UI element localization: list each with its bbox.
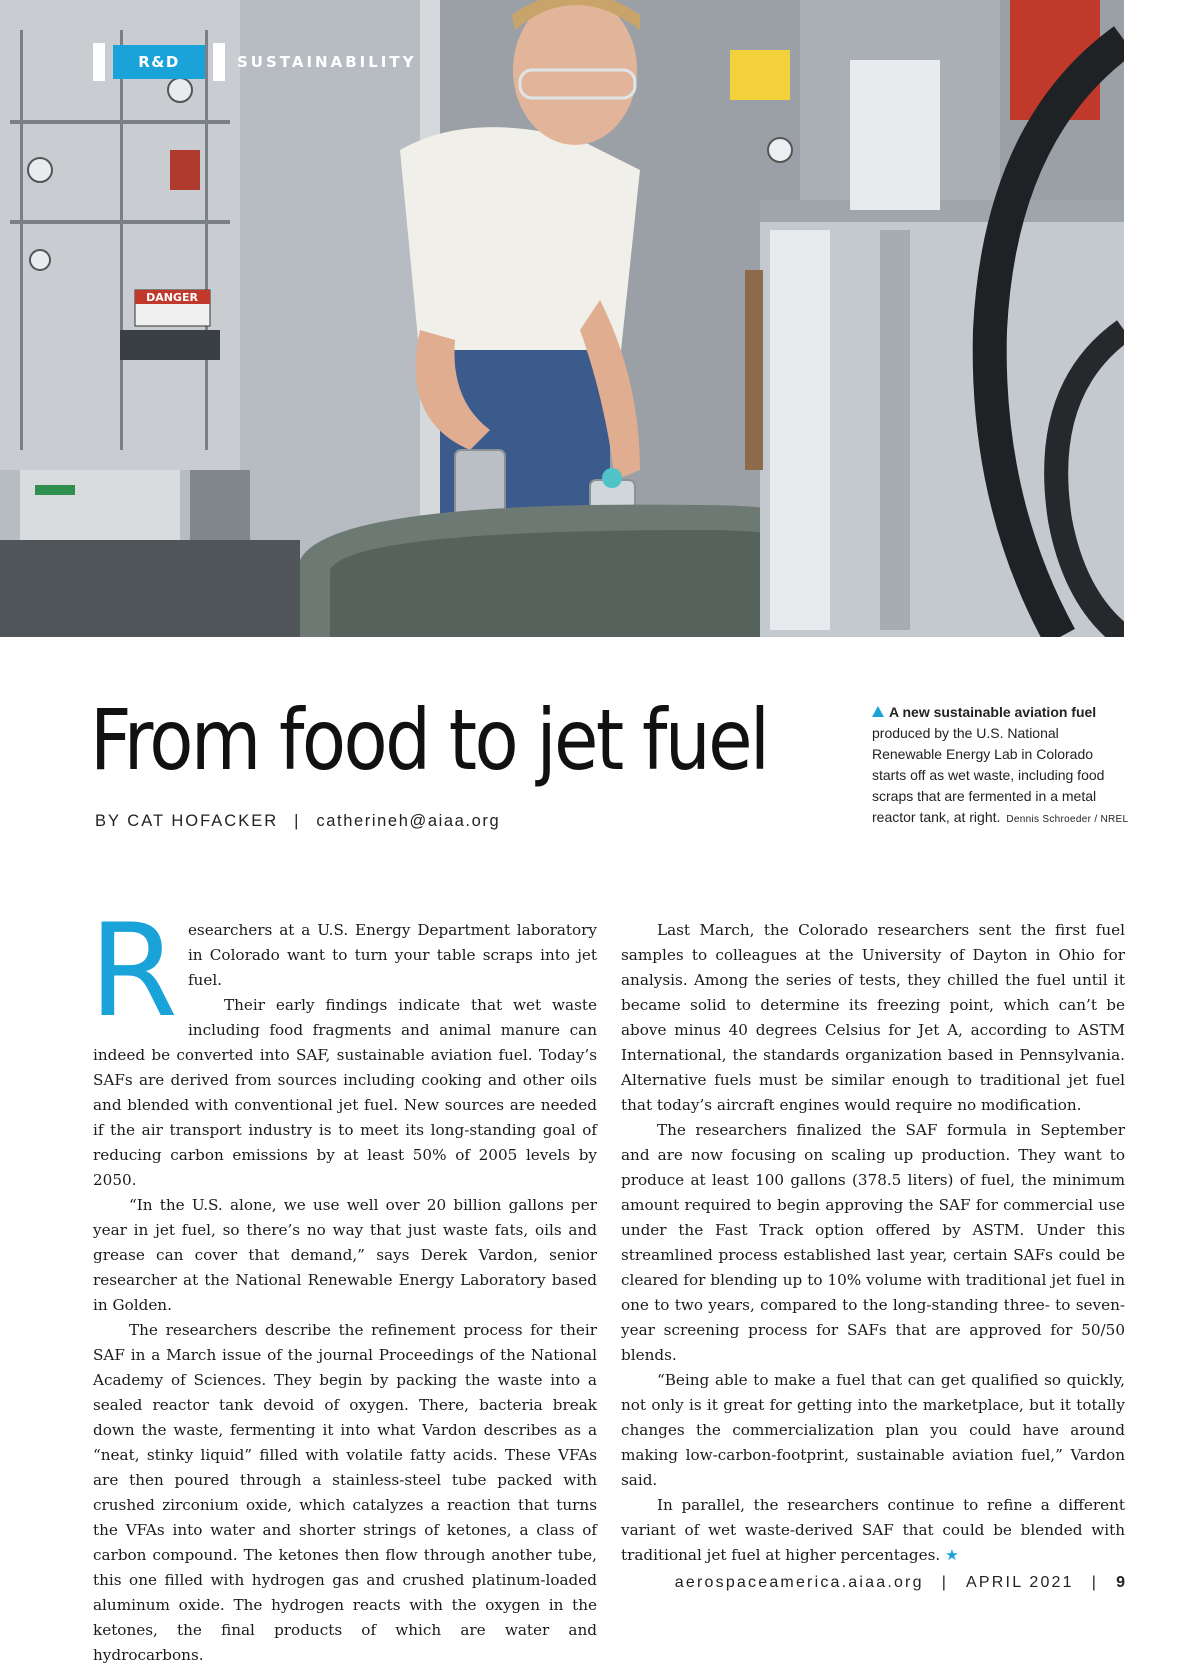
tag-divider-left bbox=[93, 43, 105, 81]
tag-divider-right bbox=[213, 43, 225, 81]
footer-site-link[interactable]: aerospaceamerica.aiaa.org bbox=[674, 1574, 924, 1591]
hero-photo bbox=[0, 0, 1124, 637]
caption-lead: A new sustainable aviation fuel bbox=[889, 704, 1097, 720]
end-star-icon: ★ bbox=[945, 1546, 959, 1564]
page-number: 9 bbox=[1116, 1574, 1125, 1591]
danger-sign-text: DANGER bbox=[146, 291, 198, 304]
article-column-left bbox=[89, 897, 597, 1668]
paragraph: “Being able to make a fuel that can get qualified so quickly, not only is it great for getting into the marketplace, but it totally changes the commercialization plan you could have around making low-carbon-footprint, sustainable aviation fuel,” Vardon said. bbox=[621, 1371, 1125, 1489]
footer-separator: | bbox=[941, 1574, 949, 1591]
paragraph: The researchers finalized the SAF formula in September and are now focusing on scaling up production. They want to produce at least 100 gallons (378.5 liters) of fuel, the minimum amount required to begin approving the SAF for commercial use under the Fast Track option offered by ASTM. Under this streamlined process established last year, certain SAFs could be cleared for blending up to 10% volume with traditional jet fuel in one to two years, compared to the long-standing three- to seven-year screening process for SAFs that are approved for 50/50 blends. bbox=[621, 1121, 1125, 1364]
drop-cap: R bbox=[89, 897, 178, 1046]
author-name: BY CAT HOFACKER bbox=[95, 812, 279, 830]
caption-triangle-icon bbox=[872, 706, 884, 717]
footer-date: APRIL 2021 bbox=[966, 1574, 1074, 1591]
paragraph: Last March, the Colorado researchers sent the first fuel samples to colleagues at the University of Dayton in Ohio for analysis. Among the series of tests, they chilled the fuel until it became solid to determine its freezing point, which can’t be above minus 40 degrees Celsius for Jet A, according to ASTM International, the standards organization based in Pennsylvania. Alternative fuels must be similar enough to traditional jet fuel that today’s aircraft engines would require no modification. bbox=[621, 921, 1125, 1114]
paragraph: In parallel, the researchers continue to refine a different variant of wet waste-derived SAF that could be blended with traditional jet fuel at higher percentages. ★ bbox=[621, 1496, 1125, 1564]
byline-separator: | bbox=[294, 812, 301, 830]
caption-text: produced by the U.S. National Renewable Energy Lab in Colorado starts off as wet waste, including food scraps that are fermented in a metal reactor tank, at right. bbox=[872, 725, 1105, 825]
paragraph: Their early findings indicate that wet waste including food fragments and animal manure can indeed be converted into SAF, sustainable aviation fuel. Today’s SAFs are derived from sources including cooking and other oils and blended with conventional jet fuel. New sources are needed if the air transport industry is to meet its long-standing goal of reducing carbon emissions by at least 50% of 2005 levels by 2050. bbox=[93, 996, 597, 1189]
paragraph: Researchers at a U.S. Energy Department laboratory in Colorado want to turn your table scraps into jet fuel. bbox=[89, 897, 597, 1046]
article-headline: From food to jet fuel bbox=[90, 691, 768, 789]
paragraph: “In the U.S. alone, we use well over 20 billion gallons per year in jet fuel, so there’s no way that just waste fats, oils and grease can cover that demand,” says Derek Vardon, senior researcher at the National Renewable Energy Laboratory based in Golden. bbox=[93, 1196, 597, 1314]
byline bbox=[95, 812, 500, 831]
article-column-right bbox=[621, 918, 1125, 1568]
photo-credit: Dennis Schroeder / NREL bbox=[1006, 814, 1129, 825]
paragraph: The researchers describe the refinement process for their SAF in a March issue of the journal Proceedings of the National Academy of Sciences. They begin by packing the waste into a sealed reactor tank devoid of oxygen. There, bacteria break down the waste, fermenting it into what Vardon describes as a “neat, stinky liquid” filled with volatile fatty acids. These VFAs are then poured through a stainless-steel tube packed with crushed zirconium oxide, which catalyzes a reaction that turns the VFAs into water and shorter strings of ketones, a class of carbon compound. The ketones then flow through another tube, this one filled with hydrogen gas and crushed platinum-loaded aluminum oxide. The hydrogen reacts with the oxygen in the ketones, the final products of which are water and hydrocarbons. bbox=[93, 1321, 597, 1664]
category-tag-rd[interactable]: R&D bbox=[113, 45, 205, 79]
lab-scene-illustration bbox=[0, 0, 1124, 637]
category-tag-sustainability[interactable]: SUSTAINABILITY bbox=[237, 53, 417, 71]
footer-separator: | bbox=[1091, 1574, 1099, 1591]
author-email-link[interactable]: catherineh@aiaa.org bbox=[316, 812, 501, 830]
page-footer bbox=[675, 1574, 1125, 1592]
photo-caption bbox=[872, 702, 1130, 830]
